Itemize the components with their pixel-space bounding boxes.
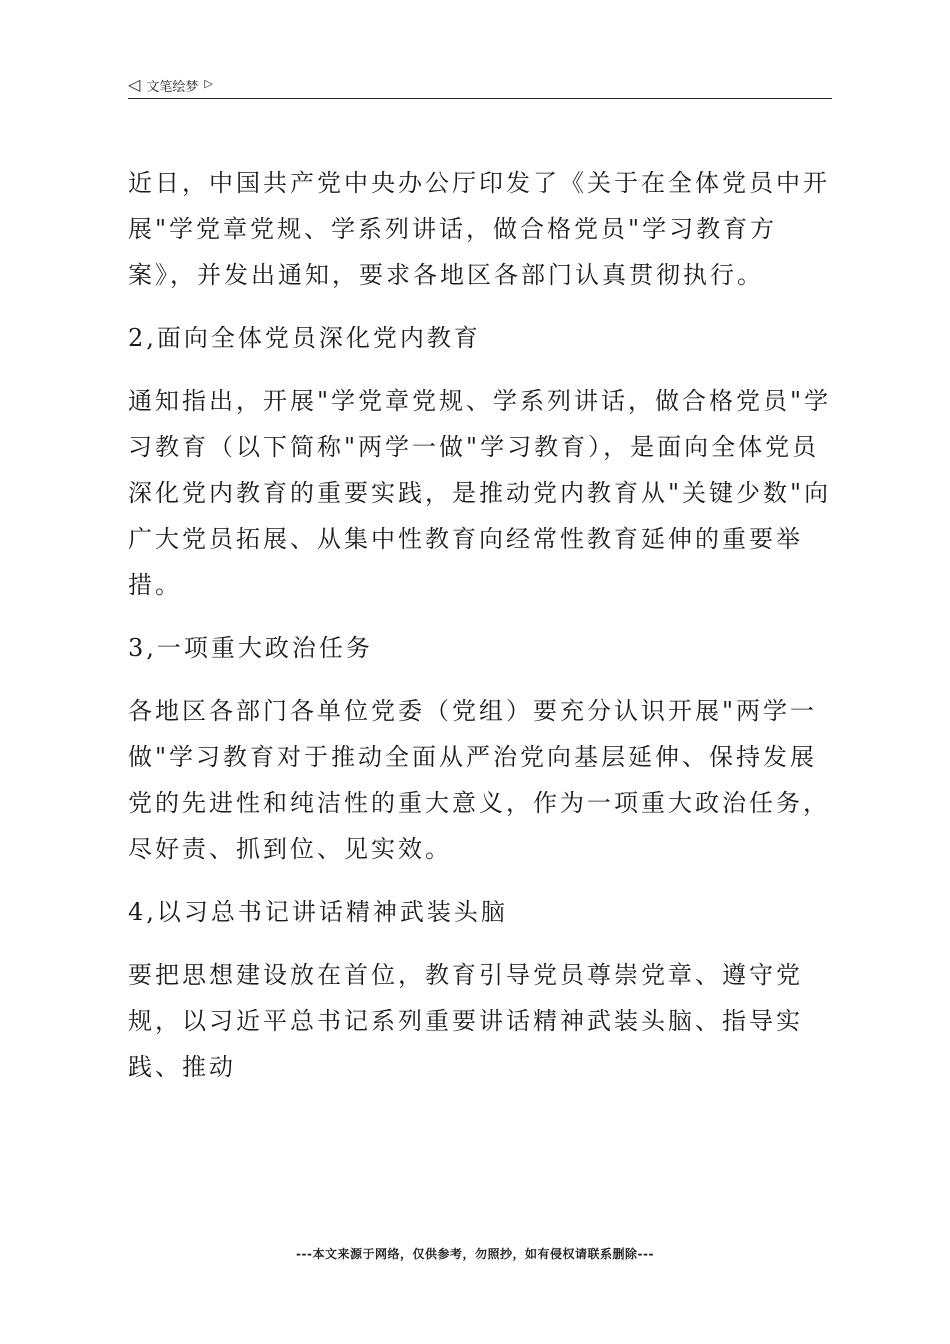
page-header (128, 72, 832, 99)
paragraph-intro: 近日，中国共产党中央办公厅印发了《关于在全体党员中开展"学党章党规、学系列讲话，做合格党员"学习教育方案》，并发出通知，要求各地区各部门认真贯彻执行。 (128, 169, 830, 289)
header-title: 文笔绘梦 (146, 79, 199, 95)
paragraph-thought-building: 要把思想建设放在首位，教育引导党员尊崇党章、遵守党规，以习近平总书记系列重要讲话精神武装头脑、指导实践、推动 (128, 961, 803, 1081)
paragraph-notice: 通知指出，开展"学党章党规、学系列讲话，做合格党员"学习教育（以下简称"两学一做"学习教育），是面向全体党员深化党内教育的重要实践，是推动党内教育从"关键少数"向广大党员拓展、从集中性教育向经常性教育延伸的重要举措。 (128, 387, 832, 599)
section-heading-3: 3,一项重大政治任务 (128, 634, 373, 662)
section-heading-2: 2,面向全体党员深化党内教育 (128, 324, 481, 352)
triangle-right-icon: ▷ (204, 76, 213, 90)
document-body (128, 160, 832, 1090)
triangle-left-icon: ◁ (128, 75, 141, 94)
paragraph-political-task: 各地区各部门各单位党委（党组）要充分认识开展"两学一做"学习教育对于推动全面从严治党向基层延伸、保持发展党的先进性和纯洁性的重大意义，作为一项重大政治任务，尽好责、抓到位、见实效。 (128, 697, 830, 863)
section-heading-4: 4,以习总书记讲话精神武装头脑 (128, 898, 508, 926)
footer-disclaimer: ---本文来源于网络，仅供参考，勿照抄，如有侵权请联系删除--- (296, 1247, 654, 1261)
